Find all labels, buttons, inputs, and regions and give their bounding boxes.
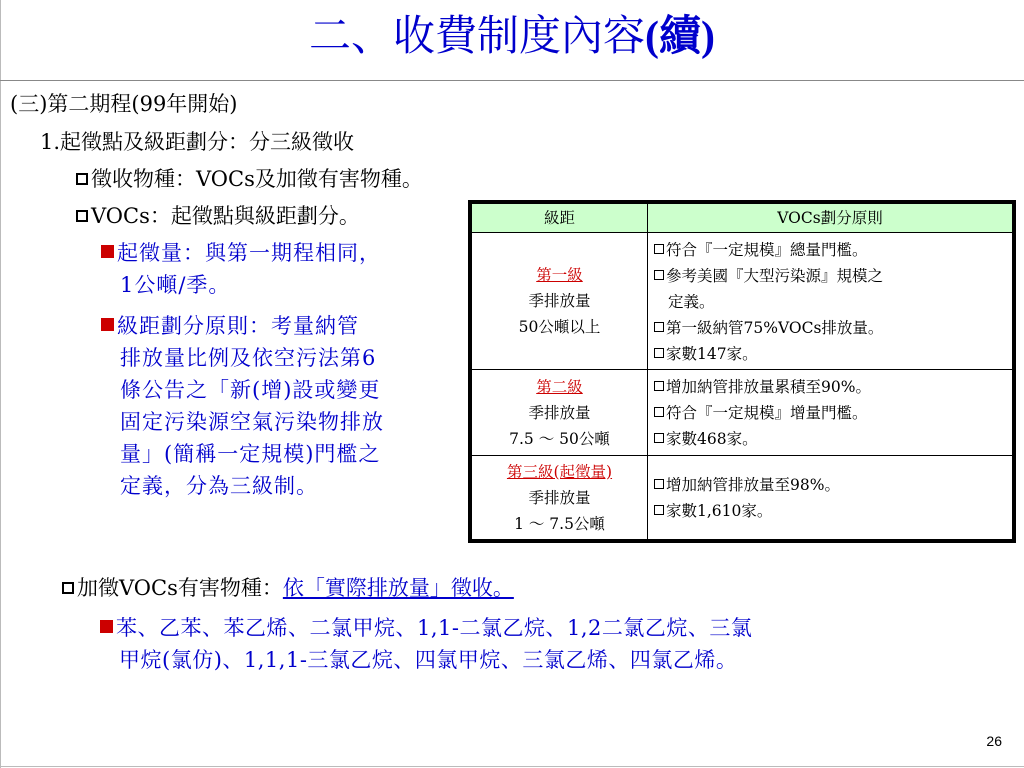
substances-line-2: 甲烷(氯仿)、1,1,1-三氯乙烷、四氯甲烷、三氯乙烯、四氯乙烯。 xyxy=(119,648,738,672)
hollow-square-icon xyxy=(654,479,664,489)
slide-title xyxy=(0,6,1024,67)
title-divider xyxy=(0,80,1024,81)
level-line-2: 7.5 ～ 50公噸 xyxy=(509,429,610,448)
sub-bullet-levels xyxy=(101,310,384,502)
section-heading: (三)第二期程(99年開始) xyxy=(10,92,238,116)
slide-left-edge xyxy=(0,0,1,768)
filled-square-icon xyxy=(100,620,113,633)
substances-line-1: 苯、乙苯、苯乙烯、二氯甲烷、1,1-二氯乙烷、1,2二氯乙烷、三氯 xyxy=(116,616,753,640)
bullet-species xyxy=(76,163,423,195)
filled-square-icon xyxy=(101,318,114,331)
hazardous-basis: 依「實際排放量」徵收。 xyxy=(282,576,514,600)
principle-cell xyxy=(648,233,1013,370)
principle-item: 增加納管排放量累積至90%。 xyxy=(666,378,871,396)
levels-line-4: 固定污染源空氣污染物排放 xyxy=(120,410,384,434)
hollow-square-icon xyxy=(62,582,74,594)
sub-bullet-threshold xyxy=(101,237,381,301)
hollow-square-icon xyxy=(654,322,664,332)
level-cell xyxy=(472,370,648,456)
item-1: 1.起徵點及級距劃分：分三級徵收 xyxy=(40,130,355,154)
principle-item: 符合『一定規模』總量門檻。 xyxy=(666,241,868,259)
level-line-1: 季排放量 xyxy=(528,292,591,310)
hollow-square-icon xyxy=(654,407,664,417)
threshold-line-1: 起徵量：與第一期程相同， xyxy=(117,241,381,265)
hollow-square-icon xyxy=(76,173,88,185)
level-name: 第二級 xyxy=(536,377,583,396)
level-line-2: 50公噸以上 xyxy=(518,318,601,336)
principle-item: 第一級納管75%VOCs排放量。 xyxy=(666,319,884,337)
hollow-square-icon xyxy=(654,244,664,254)
table-row xyxy=(472,370,1013,456)
threshold-line-2: 1公噸/季。 xyxy=(120,273,231,297)
header-principle: VOCs劃分原則 xyxy=(648,204,1013,233)
principle-cell xyxy=(648,370,1013,456)
page-number: 26 xyxy=(986,733,1002,749)
filled-square-icon xyxy=(101,245,114,258)
hollow-square-icon xyxy=(654,348,664,358)
title-suffix: (續) xyxy=(645,14,715,60)
hazardous-prefix: 加徵VOCs有害物種： xyxy=(77,576,283,600)
bullet-vocs xyxy=(76,200,360,232)
header-level: 級距 xyxy=(472,204,648,233)
hollow-square-icon xyxy=(76,210,88,222)
levels-line-3: 條公告之「新(增)設或變更 xyxy=(120,378,381,402)
title-main: 二、收費制度內容 xyxy=(309,11,646,60)
principle-item: 增加納管排放量至98%。 xyxy=(666,475,840,494)
level-line-2: 1 ～ 7.5公噸 xyxy=(514,514,605,533)
bullet-hazardous xyxy=(62,572,514,604)
sub-bullet-substances xyxy=(100,612,752,676)
level-name: 第三級(起徵量) xyxy=(506,462,613,481)
level-line-1: 季排放量 xyxy=(528,488,591,507)
table-row xyxy=(472,456,1013,540)
level-line-1: 季排放量 xyxy=(528,403,591,422)
principle-item-continued: 定義。 xyxy=(668,293,715,311)
bullet-species-text: 徵收物種：VOCs及加徵有害物種。 xyxy=(91,167,423,191)
level-cell xyxy=(472,456,648,540)
principle-item: 家數147家。 xyxy=(666,345,758,363)
slide-bottom-edge xyxy=(0,766,1024,767)
level-cell xyxy=(472,233,648,370)
hollow-square-icon xyxy=(654,270,664,280)
principle-item: 參考美國『大型污染源』規模之 xyxy=(666,267,884,285)
principle-item: 家數468家。 xyxy=(666,430,758,448)
level-name: 第一級 xyxy=(536,266,583,284)
principle-item: 符合『一定規模』增量門檻。 xyxy=(666,404,868,422)
levels-line-2: 排放量比例及依空污法第6 xyxy=(120,346,377,370)
levels-table xyxy=(468,200,1016,543)
hollow-square-icon xyxy=(654,433,664,443)
bullet-vocs-text: VOCs：起徵點與級距劃分。 xyxy=(91,204,360,228)
principle-cell xyxy=(648,456,1013,540)
hollow-square-icon xyxy=(654,381,664,391)
levels-line-6: 定義，分為三級制。 xyxy=(120,474,318,498)
levels-line-5: 量」(簡稱一定規模)門檻之 xyxy=(120,442,381,466)
hollow-square-icon xyxy=(654,505,664,515)
table-row xyxy=(472,233,1013,370)
principle-item: 家數1,610家。 xyxy=(666,501,773,520)
levels-line-1: 級距劃分原則：考量納管 xyxy=(117,314,359,338)
